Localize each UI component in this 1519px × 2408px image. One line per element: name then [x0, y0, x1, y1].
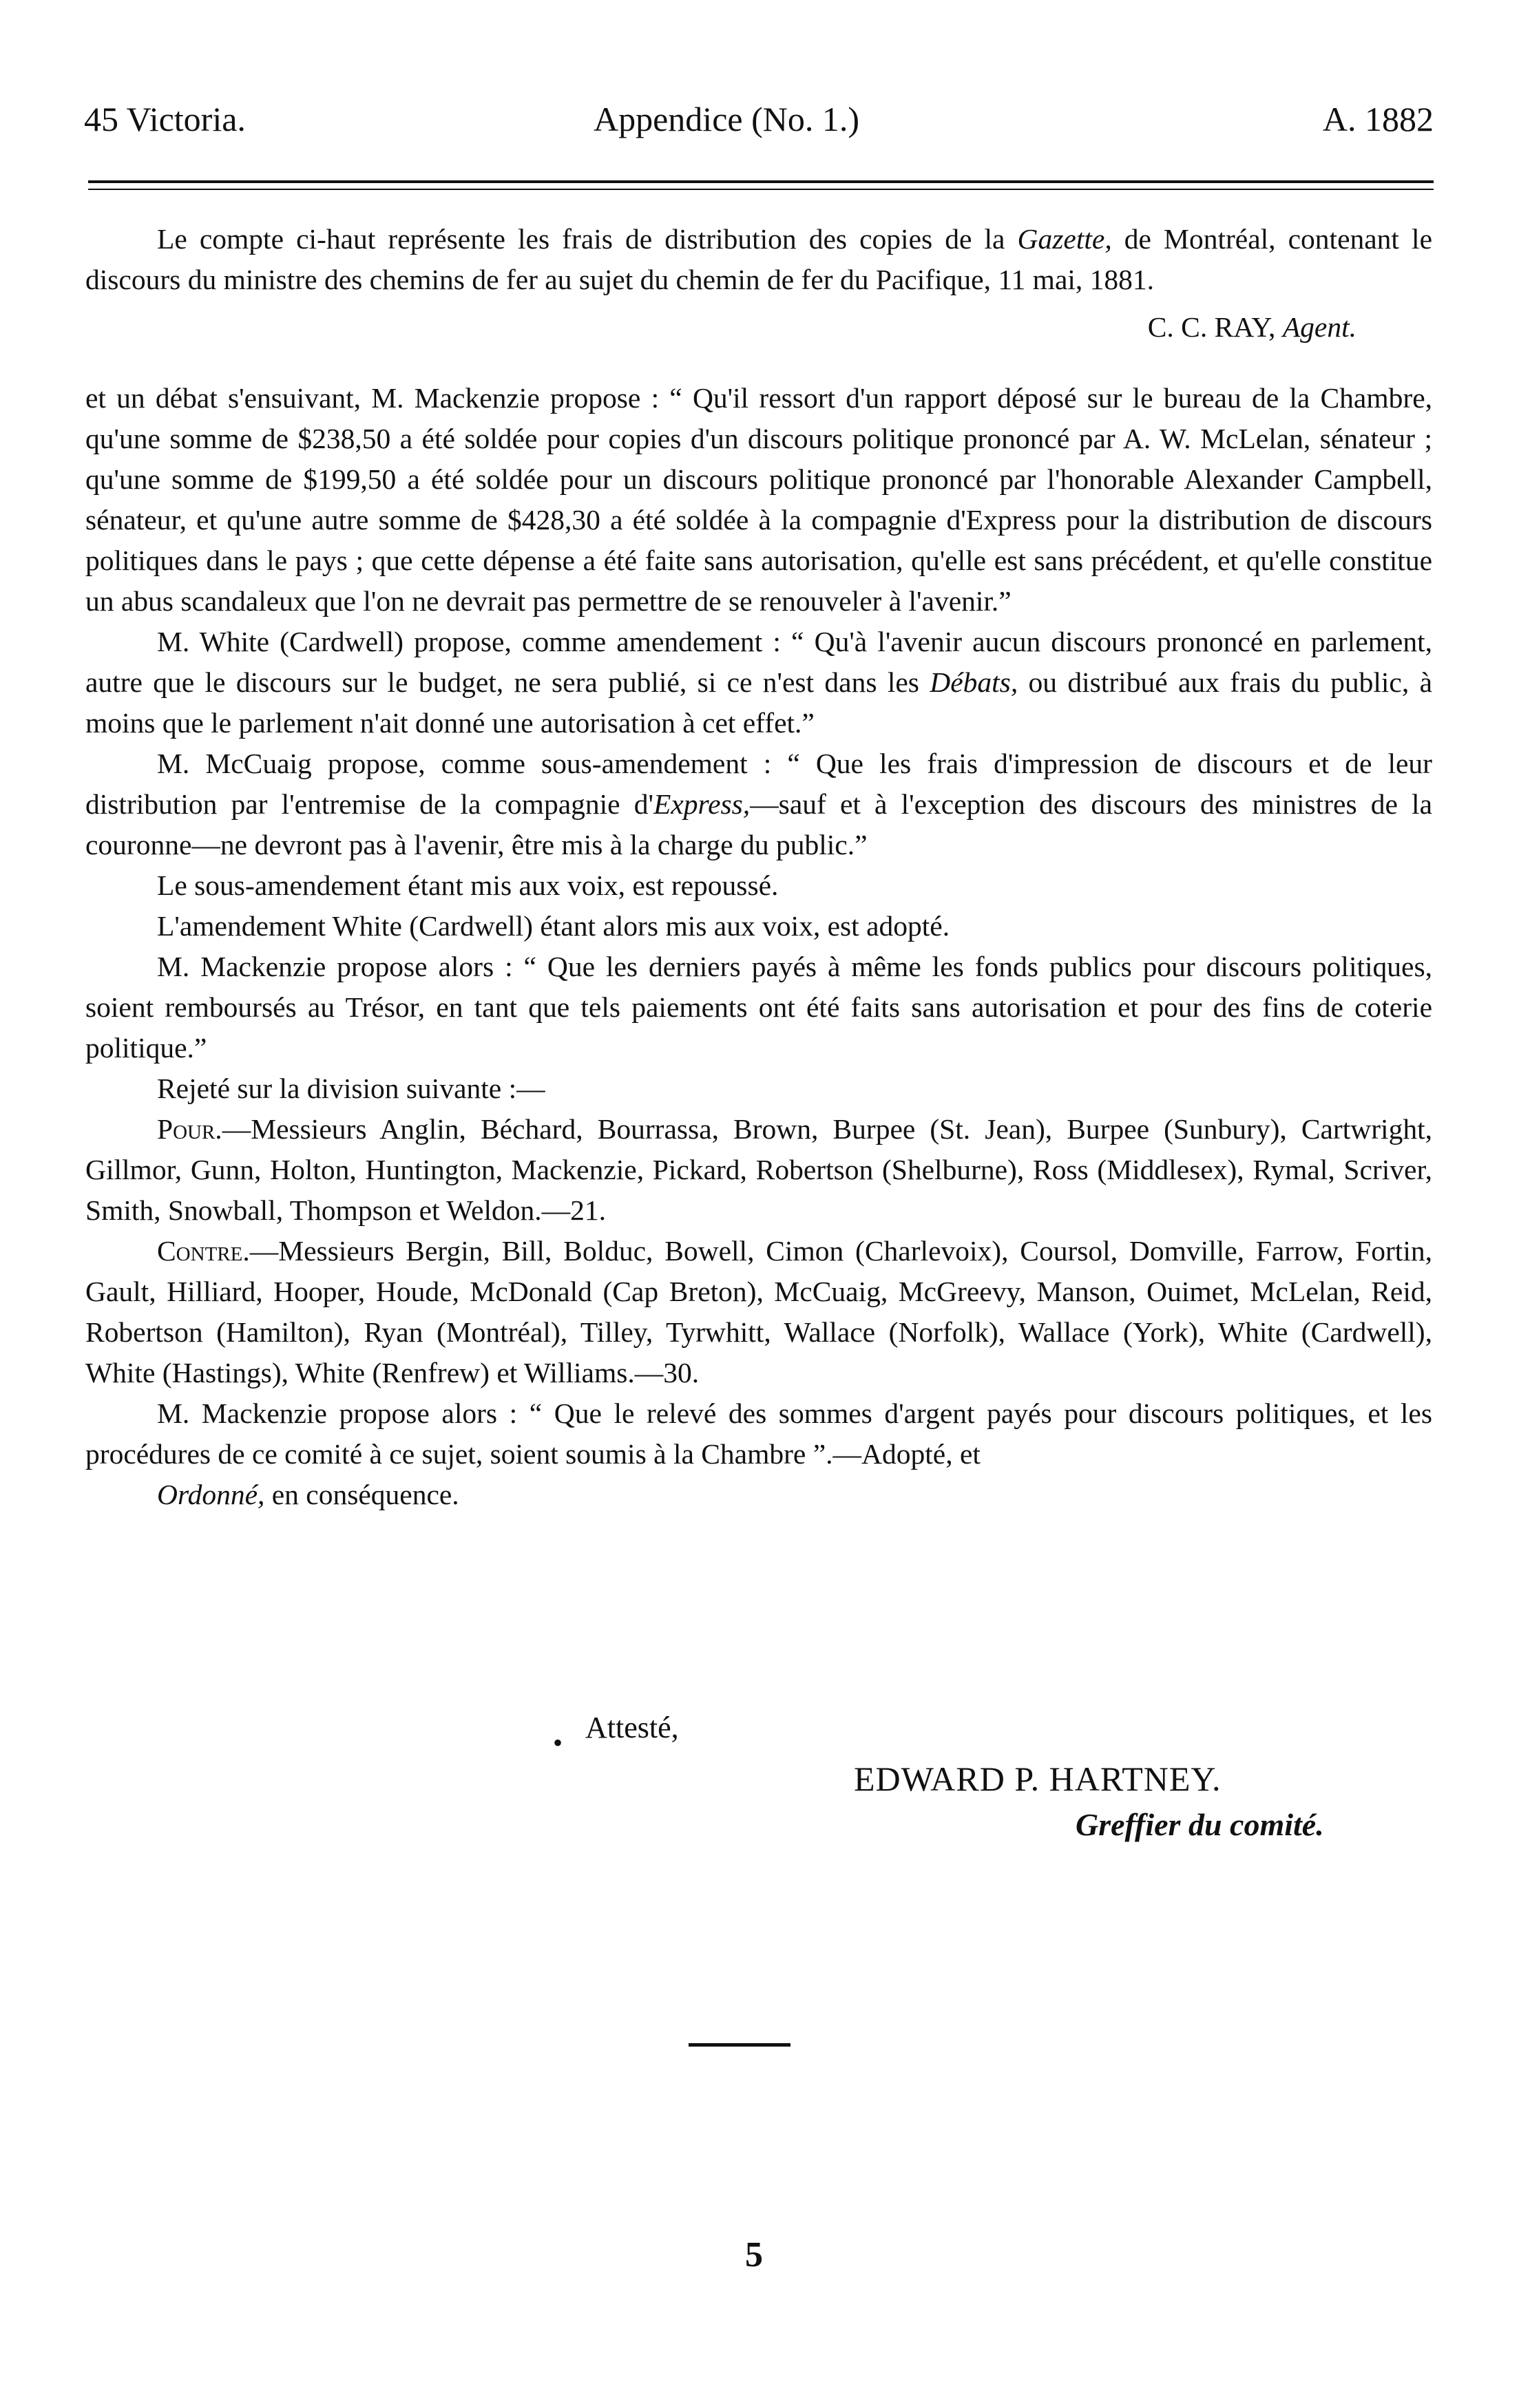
paragraph-mackenzie-reimbursement: M. Mackenzie propose alors : “ Que les derniers payés à même les fonds publics pour discours politiques, soient remboursés au Trésor, en tant que tels paiements ont été faits sans autorisation et pour des fins de coterie politique.” [85, 951, 1432, 1064]
stray-dot-mark: • [553, 1727, 563, 1758]
header-appendix: Appendice (No. 1.) [594, 100, 859, 138]
agent-signature [85, 307, 1356, 348]
account-note [85, 219, 1432, 300]
section-divider [689, 2043, 790, 2047]
paragraph-white-amendment [85, 622, 1432, 743]
paragraph-mackenzie-report: M. Mackenzie propose alors : “ Que le relevé des sommes d'argent payés pour discours politiques, et les procédures de ce comité à ce sujet, soient soumis à la Chambre ”.—Adopté, et [85, 1397, 1432, 1470]
vote-pour-names: —Messieurs Anglin, Béchard, Bourrassa, Brown, Burpee (St. Jean), Burpee (Sunbury), Cartwright, Gillmor, Gunn, Holton, Huntington, Mackenzie, Pickard, Robertson (Shelburne), Ross (Middlesex), Rymal, Scriver, Smith, Snowball, Thompson et Weldon.—21. [85, 1113, 1432, 1226]
header-rule-thin [88, 189, 1434, 190]
mccuaig-text-1: M. McCuaig propose, comme sous-amendement : “ Que les frais d'impression de discours et de leur distribution par l'entremise de la compagnie d' [85, 748, 1432, 820]
running-header [84, 95, 1434, 143]
header-year: A. 1882 [1322, 100, 1434, 138]
clerk-title: Greffier du comité. [1076, 1807, 1324, 1842]
agent-role: Agent. [1282, 311, 1356, 343]
mccuaig-express: Express, [653, 788, 751, 820]
paragraph-subamendment-rejected: Le sous-amendement étant mis aux voix, est repoussé. [157, 869, 779, 901]
vote-contre [85, 1231, 1432, 1393]
vote-contre-label: Contre. [157, 1235, 250, 1267]
account-note-text-1: Le compte ci-haut représente les frais de distribution des copies de la [157, 223, 1018, 255]
header-rule-thick [88, 180, 1434, 183]
vote-contre-names: —Messieurs Bergin, Bill, Bolduc, Bowell, Cimon (Charlevoix), Coursol, Domville, Farrow, Fortin, Gault, Hilliard, Hooper, Houde, McDonald (Cap Breton), McCuaig, McGreevy, Manson, Ouimet, McLelan, Reid, Robertson (Hamilton), Ryan (Montréal), Tilley, Tyrwhitt, Wallace (Norfolk), Wallace (York), White (Cardwell), White (Hastings), White (Renfrew) et Williams.—30. [85, 1235, 1432, 1388]
paragraph-ordered [85, 1475, 1432, 1515]
account-note-gazette: Gazette, [1017, 223, 1112, 255]
ordered-label: Ordonné, [157, 1479, 265, 1510]
attest-label: Attesté, [585, 1711, 679, 1744]
paragraph-mackenzie-motion: et un débat s'ensuivant, M. Mackenzie propose : “ Qu'il ressort d'un rapport déposé sur le bureau de la Chambre, qu'une somme de $238,50 a été soldée pour copies d'un discours politique prononcé par A. W. McLelan, sénateur ; qu'une somme de $199,50 a été soldée pour un discours politique prononcé par l'honorable Alexander Campbell, sénateur, et qu'une autre somme de $428,30 a été soldée à la compagnie d'Express pour la distribution de discours politiques dans le pays ; que cette dépense a été faite sans autorisation, qu'elle est sans précédent, et qu'elle constitue un abus scandaleux que l'on ne devrait pas permettre de se renouveler à l'avenir.” [85, 382, 1432, 617]
paragraph-amendment-adopted: L'amendement White (Cardwell) étant alors mis aux voix, est adopté. [157, 910, 950, 942]
account-note-text-2: de Montréal, contenant le discours du ministre des chemins de fer au sujet du chemin de fer du Pacifique, 11 mai, 1881. [85, 223, 1432, 295]
header-session: 45 Victoria. [84, 100, 246, 138]
paragraph-mccuaig-subamendment [85, 743, 1432, 865]
document-body [85, 219, 1432, 1515]
agent-name: C. C. RAY, [1147, 311, 1283, 343]
white-amendment-debats: Débats, [930, 666, 1018, 698]
vote-pour [85, 1109, 1432, 1231]
page-number: 5 [745, 2235, 763, 2274]
vote-pour-label: Pour. [157, 1113, 222, 1145]
paragraph-division: Rejeté sur la division suivante :— [157, 1073, 545, 1104]
white-amendment-text-2: ou distribué aux frais du public, à moins que le parlement n'ait donné une autorisation à cet effet.” [85, 666, 1432, 739]
ordered-text: en conséquence. [264, 1479, 459, 1510]
white-amendment-text-1: M. White (Cardwell) propose, comme amendement : “ Qu'à l'avenir aucun discours prononcé en parlement, autre que le discours sur le budget, ne sera publié, si ce n'est dans les [85, 626, 1432, 698]
clerk-name: EDWARD P. HARTNEY. [854, 1760, 1222, 1798]
mccuaig-text-2: —sauf et à l'exception des discours des ministres de la couronne—ne devront pas à l'avenir, être mis à la charge du public.” [85, 788, 1432, 860]
